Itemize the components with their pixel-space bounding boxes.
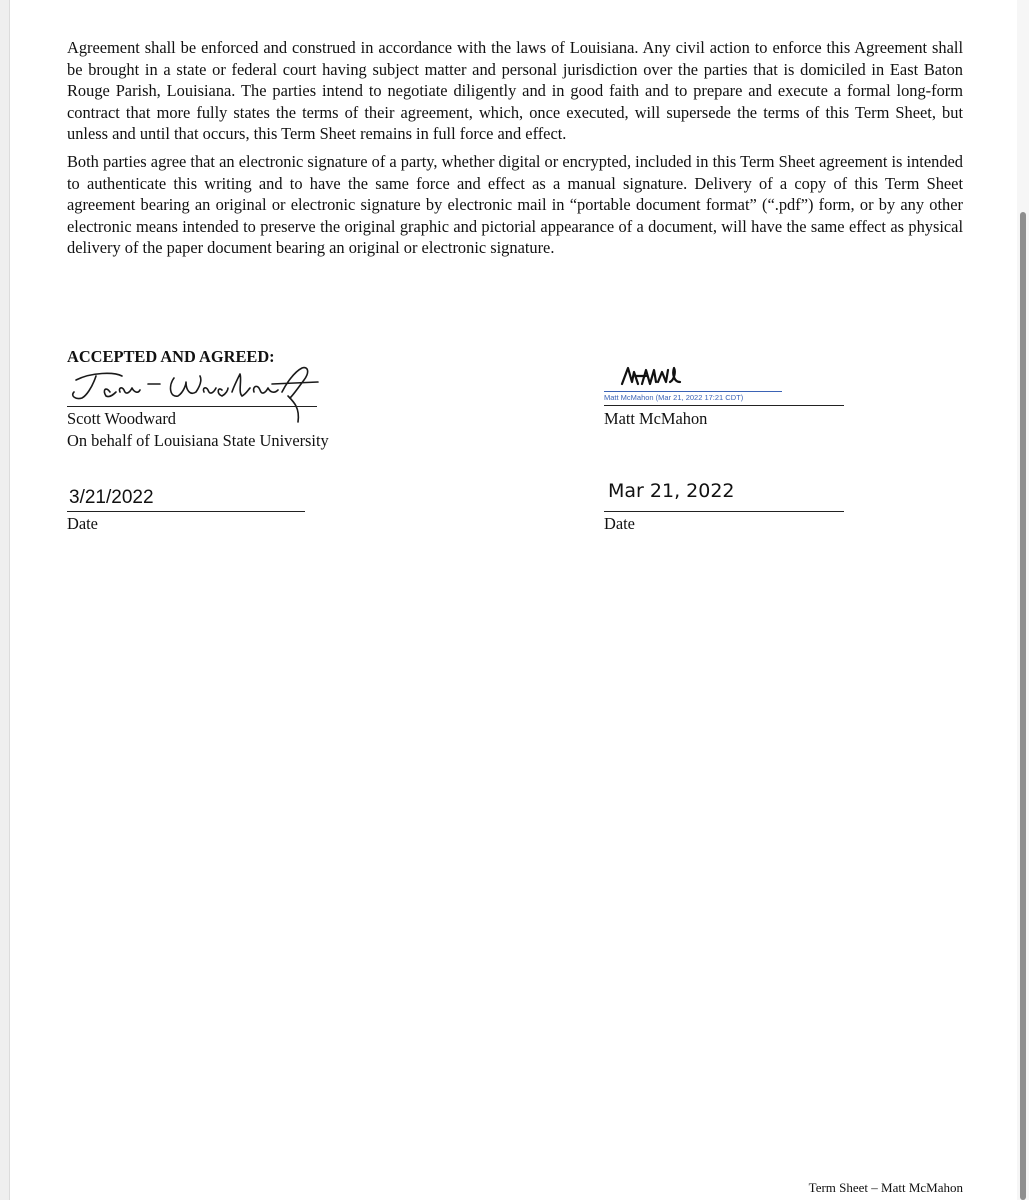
matt-mcmahon-signature [620, 362, 684, 392]
viewer-left-edge [0, 0, 10, 1200]
document-page [10, 0, 1017, 1200]
right-signer-name: Matt McMahon [604, 409, 708, 428]
accepted-and-agreed-heading: ACCEPTED AND AGREED: [67, 347, 275, 366]
page-footer: Term Sheet – Matt McMahon [808, 1180, 963, 1195]
date-line-left [67, 511, 305, 512]
governing-law-paragraph: Agreement shall be enforced and construed in accordance with the laws of Louisiana. Any civil action to enforce this Agreement shall be brought in a state or federal court having subject matter and personal jurisdiction over the parties that is domiciled in East Baton Rouge Parish, Louisiana. The parties intend to negotiate diligently and in good faith and to prepare and execute a formal long-form contract that more fully states the terms of their agreement, which, once executed, will supersede the terms of this Term Sheet, but unless and until that occurs, this Term Sheet remains in full force and effect. [67, 38, 963, 143]
esign-underline [604, 391, 782, 392]
left-signer-name: Scott Woodward [67, 409, 177, 428]
electronic-signature-paragraph: Both parties agree that an electronic signature of a party, whether digital or encrypted, included in this Term Sheet agreement is intended to authenticate this writing and to have the same force and effect as a manual signature. Delivery of a copy of this Term Sheet agreement bearing an original or electronic signature by electronic mail in “portable document format” (“.pdf”) form, or by any other electronic means intended to preserve the original graphic and pictorial appearance of a document, will have the same effect as physical delivery of the paper document bearing an original or electronic signature. [67, 152, 963, 257]
right-date-label: Date [604, 514, 635, 533]
right-date-value: Mar 21, 2022 [608, 480, 735, 502]
signature-line-right [604, 405, 844, 406]
esign-timestamp-caption: Matt McMahon (Mar 21, 2022 17:21 CDT) [604, 393, 744, 402]
date-line-right [604, 511, 844, 512]
signature-line-left [67, 406, 317, 407]
scrollbar-thumb[interactable] [1020, 212, 1026, 1200]
vertical-scrollbar[interactable] [1017, 0, 1029, 1200]
left-date-label: Date [67, 514, 98, 533]
left-signer-affiliation: On behalf of Louisiana State University [67, 431, 329, 450]
left-date-value: 3/21/2022 [69, 487, 154, 508]
